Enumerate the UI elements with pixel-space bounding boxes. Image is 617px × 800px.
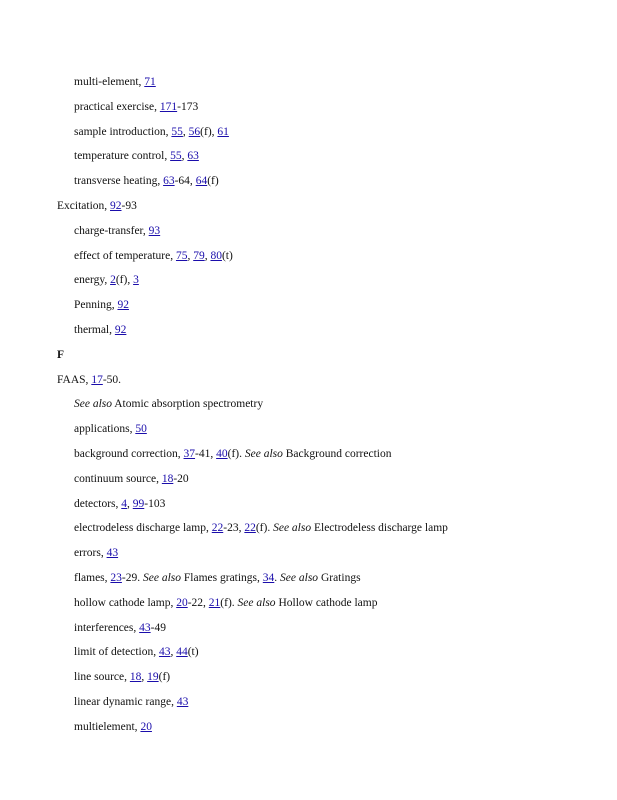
entry-text: errors, bbox=[74, 547, 107, 559]
page-link[interactable]: 55 bbox=[170, 150, 182, 162]
page-link[interactable]: 43 bbox=[139, 622, 151, 634]
entry-text: Flames gratings, bbox=[181, 572, 263, 584]
entry-text: -20 bbox=[173, 473, 189, 485]
entry-text: interferences, bbox=[74, 622, 140, 634]
entry-text: thermal, bbox=[74, 324, 115, 336]
index-subentry bbox=[74, 645, 199, 659]
entry-text: , bbox=[181, 150, 188, 162]
entry-text: (f) bbox=[158, 671, 171, 683]
entry-text: applications, bbox=[74, 423, 136, 435]
see-also-label: See also bbox=[143, 572, 182, 584]
page-link[interactable]: 71 bbox=[144, 76, 156, 88]
entry-text: -29. bbox=[121, 572, 143, 584]
index-subentry bbox=[74, 174, 219, 188]
index-subentry bbox=[74, 149, 199, 163]
entry-text: -22, bbox=[187, 597, 209, 609]
entry-text: FAAS, bbox=[57, 374, 92, 386]
entry-text: detectors, bbox=[74, 498, 122, 510]
entry-text: continuum source, bbox=[74, 473, 162, 485]
page-link[interactable]: 93 bbox=[148, 225, 161, 237]
page-link[interactable]: 19 bbox=[147, 671, 159, 683]
entry-text: -173 bbox=[177, 101, 199, 113]
page-link[interactable]: 55 bbox=[171, 126, 183, 138]
page-link[interactable]: 64 bbox=[195, 175, 208, 187]
entry-text: energy, bbox=[74, 274, 111, 286]
page-link[interactable]: 92 bbox=[114, 324, 127, 336]
see-also-label: See also bbox=[273, 522, 312, 534]
index-subentry bbox=[74, 670, 170, 684]
entry-text: -64, bbox=[174, 175, 196, 187]
entry-text: -49 bbox=[150, 622, 166, 634]
entry-text: (f). bbox=[255, 522, 274, 534]
page-link[interactable]: 21 bbox=[208, 597, 221, 609]
entry-text: , bbox=[182, 126, 189, 138]
page-link[interactable]: 61 bbox=[217, 126, 229, 138]
entry-text: linear dynamic range, bbox=[74, 696, 177, 708]
index-subentry bbox=[74, 273, 139, 287]
index-subentry bbox=[74, 323, 126, 337]
page-link[interactable]: 18 bbox=[129, 671, 142, 683]
entry-text: sample introduction, bbox=[74, 126, 172, 138]
entry-text: (f). bbox=[220, 597, 238, 609]
page-link[interactable]: 50 bbox=[135, 423, 147, 435]
index-subentry bbox=[74, 720, 152, 734]
page-link[interactable]: 18 bbox=[161, 473, 174, 485]
entry-text: effect of temperature, bbox=[74, 250, 176, 262]
page-link[interactable]: 3 bbox=[133, 274, 139, 286]
entry-text: -50. bbox=[102, 374, 122, 386]
index-main-entry bbox=[57, 199, 137, 213]
index-subentry bbox=[74, 249, 233, 263]
entry-text: Background correction bbox=[282, 448, 392, 460]
page-link[interactable]: 17 bbox=[91, 374, 103, 386]
see-also-label: See also bbox=[74, 398, 113, 410]
entry-text: Hollow cathode lamp bbox=[275, 597, 378, 609]
index-subentry bbox=[74, 521, 448, 535]
index-subentry bbox=[74, 422, 147, 436]
entry-text: flames, bbox=[74, 572, 111, 584]
entry-text: hollow cathode lamp, bbox=[74, 597, 177, 609]
page-link[interactable]: 22 bbox=[244, 522, 256, 534]
entry-text: line source, bbox=[74, 671, 130, 683]
index-subentry bbox=[74, 621, 166, 635]
entry-text: limit of detection, bbox=[74, 646, 159, 658]
entry-text: , bbox=[127, 498, 133, 510]
page-link[interactable]: 22 bbox=[211, 522, 224, 534]
entry-text: charge-transfer, bbox=[74, 225, 149, 237]
index-subentry bbox=[74, 224, 160, 238]
page-link[interactable]: 43 bbox=[158, 646, 171, 658]
entry-text: Atomic absorption spectrometry bbox=[112, 398, 264, 410]
entry-text: practical exercise, bbox=[74, 101, 160, 113]
page-link[interactable]: 20 bbox=[140, 721, 152, 733]
page-link[interactable]: 75 bbox=[175, 250, 188, 262]
page-link[interactable]: 4 bbox=[121, 498, 128, 510]
index-letter-heading bbox=[57, 348, 64, 362]
see-also-label: See also bbox=[244, 448, 283, 460]
index-subentry bbox=[74, 397, 263, 411]
entry-text: Penning, bbox=[74, 299, 118, 311]
entry-text: -93 bbox=[121, 200, 137, 212]
entry-text: Electrodeless discharge lamp bbox=[311, 522, 448, 534]
page-link[interactable]: 99 bbox=[132, 498, 145, 510]
page-link[interactable]: 63 bbox=[163, 175, 175, 187]
index-subentry bbox=[74, 447, 391, 461]
index-subentry bbox=[74, 596, 377, 610]
index-subentry bbox=[74, 695, 188, 709]
page-link[interactable]: 2 bbox=[110, 274, 116, 286]
entry-text: Excitation, bbox=[57, 200, 111, 212]
page-link[interactable]: 43 bbox=[106, 547, 119, 559]
entry-text: F bbox=[57, 349, 65, 361]
entry-text: background correction, bbox=[74, 448, 184, 460]
entry-text: transverse heating, bbox=[74, 175, 164, 187]
entry-text: multi-element, bbox=[74, 76, 145, 88]
index-subentry bbox=[74, 298, 129, 312]
page-link[interactable]: 44 bbox=[176, 646, 188, 658]
entry-text: . bbox=[274, 572, 281, 584]
entry-text: electrodeless discharge lamp, bbox=[74, 522, 212, 534]
entry-text: Gratings bbox=[318, 572, 361, 584]
entry-text: (f), bbox=[200, 126, 218, 138]
index-subentry bbox=[74, 546, 118, 560]
entry-text: (t) bbox=[221, 250, 233, 262]
page-link[interactable]: 43 bbox=[176, 696, 189, 708]
index-subentry bbox=[74, 75, 156, 89]
entry-text: , bbox=[141, 671, 148, 683]
see-also-label: See also bbox=[280, 572, 319, 584]
page-link[interactable]: 37 bbox=[183, 448, 196, 460]
entry-text: (t) bbox=[187, 646, 199, 658]
page-link[interactable]: 56 bbox=[188, 126, 201, 138]
page-link[interactable]: 63 bbox=[187, 150, 199, 162]
entry-text: (f) bbox=[207, 175, 219, 187]
entry-text: , bbox=[204, 250, 211, 262]
page-link[interactable]: 79 bbox=[193, 250, 205, 262]
index-subentry bbox=[74, 100, 198, 114]
index-main-entry bbox=[57, 373, 121, 387]
page-link[interactable]: 40 bbox=[216, 448, 228, 460]
index-subentry bbox=[74, 571, 361, 585]
index-subentry bbox=[74, 472, 189, 486]
see-also-label: See also bbox=[237, 597, 276, 609]
entry-text: , bbox=[170, 646, 177, 658]
index-subentry bbox=[74, 125, 229, 139]
entry-text: -23, bbox=[223, 522, 245, 534]
page-link[interactable]: 171 bbox=[159, 101, 178, 113]
entry-text: multielement, bbox=[74, 721, 141, 733]
page-link[interactable]: 23 bbox=[110, 572, 122, 584]
page-link[interactable]: 34 bbox=[262, 572, 275, 584]
page-link[interactable]: 20 bbox=[176, 597, 188, 609]
entry-text: temperature control, bbox=[74, 150, 171, 162]
entry-text: -41, bbox=[195, 448, 217, 460]
entry-text: (f), bbox=[115, 274, 134, 286]
entry-text: , bbox=[187, 250, 194, 262]
page-link[interactable]: 92 bbox=[117, 299, 129, 311]
entry-text: (f). bbox=[227, 448, 245, 460]
index-subentry bbox=[74, 497, 165, 511]
page-link[interactable]: 92 bbox=[110, 200, 122, 212]
page-link[interactable]: 80 bbox=[210, 250, 222, 262]
entry-text: -103 bbox=[144, 498, 166, 510]
